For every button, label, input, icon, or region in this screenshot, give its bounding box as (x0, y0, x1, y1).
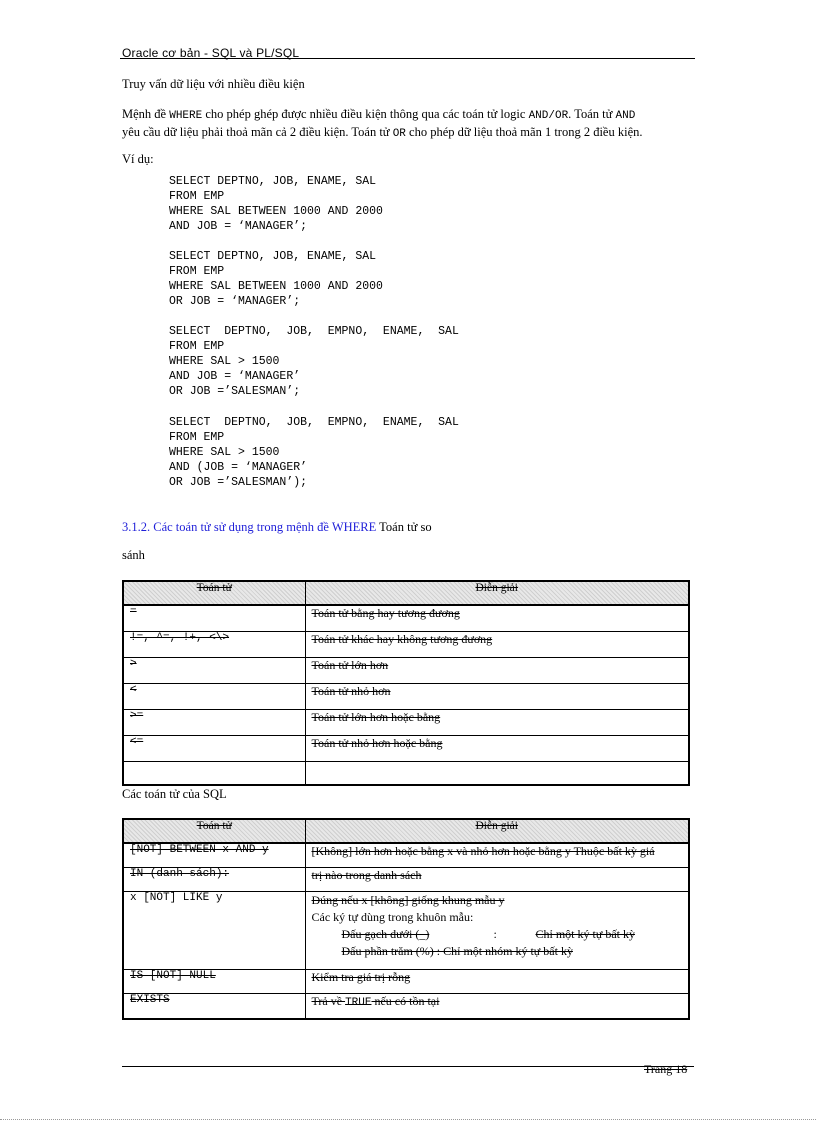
description-cell: Toán tử nhỏ hơn (305, 683, 689, 709)
section-heading (122, 520, 432, 535)
colon: : (493, 926, 497, 941)
description-cell: Toán tử nhỏ hơn hoặc bằng (305, 735, 689, 761)
description-cell (305, 993, 689, 1019)
header-divider (120, 58, 695, 59)
operator-cell: x [NOT] LIKE y (123, 891, 305, 969)
operator-cell: >= (123, 709, 305, 735)
section-heading-continued: sánh (122, 548, 145, 562)
page-edge-dotted-line (0, 1119, 816, 1120)
description-cell (305, 761, 689, 785)
paragraph-line-1 (122, 106, 712, 124)
table-row (123, 683, 689, 709)
table-row (123, 631, 689, 657)
comparison-operators-table (122, 580, 690, 786)
section-heading-rest: Toán tử so (376, 520, 432, 534)
description-cell: Kiểm tra giá trị rỗng (305, 969, 689, 993)
table-row (123, 657, 689, 683)
operator-cell: < (123, 683, 305, 709)
sql-operators-label: Các toán tử của SQL (122, 787, 227, 801)
table-row (123, 709, 689, 735)
text: Trả về (311, 993, 346, 1008)
description-cell: Toán tử khác hay không tương đương (305, 631, 689, 657)
operator-cell: > (123, 657, 305, 683)
underscore-label: Dấu gạch dưới (_) (341, 926, 430, 941)
keyword-and-or: AND/OR (528, 110, 569, 122)
table-header: Toán tử (123, 819, 305, 843)
table-header: Diễn giải (305, 581, 689, 605)
operator-cell (123, 761, 305, 785)
like-description: Đúng nếu x [không] giống khung mẫu y (311, 892, 505, 907)
table-header: Diễn giải (305, 819, 689, 843)
operator-cell: IN (danh sách): (123, 867, 305, 891)
page-number: Trang 18 (644, 1062, 688, 1076)
operator-cell: EXISTS (123, 993, 305, 1019)
subheading-multi-condition: Truy vấn dữ liệu với nhiều điều kiện (122, 77, 305, 91)
description-cell: Toán tử lớn hơn (305, 657, 689, 683)
pattern-chars-intro: Các ký tự dùng trong khuôn mẫu: (311, 909, 474, 924)
keyword-or: OR (392, 128, 406, 140)
pattern-underscore-line (312, 926, 683, 943)
text: yêu cầu dữ liệu phải thoả mãn cả 2 điều kiện. Toán tử (122, 125, 393, 139)
text: Mệnh đề (122, 107, 170, 121)
code-example-1: SELECT DEPTNO, JOB, ENAME, SAL FROM EMP WHERE SAL BETWEEN 1000 AND 2000 AND JOB = ‘MANAGER’; (169, 175, 383, 233)
table-row (123, 969, 689, 993)
table-row (123, 735, 689, 761)
page-header-title: Oracle cơ bản - SQL và PL/SQL (122, 46, 300, 60)
text: cho phép dữ liệu thoả mãn 1 trong 2 điều kiện. (405, 125, 643, 139)
sql-operators-table (122, 818, 690, 1020)
code-example-2: SELECT DEPTNO, JOB, ENAME, SAL FROM EMP WHERE SAL BETWEEN 1000 AND 2000 OR JOB = ‘MANAGER’; (169, 250, 383, 308)
description-cell: Toán tử lớn hơn hoặc bằng (305, 709, 689, 735)
description-cell: Toán tử bằng hay tương đương (305, 605, 689, 631)
keyword-true: TRUE (345, 996, 372, 1009)
example-label: Ví dụ: (122, 152, 154, 166)
operator-cell: <= (123, 735, 305, 761)
table-header: Toán tử (123, 581, 305, 605)
text: cho phép ghép được nhiều điều kiện thông qua các toán tử logic (202, 107, 529, 121)
operator-cell: IS [NOT] NULL (123, 969, 305, 993)
text: . Toán tử (568, 107, 616, 121)
description-cell: trị nào trong danh sách (305, 867, 689, 891)
table-row (123, 605, 689, 631)
pattern-percent-line: Dấu phần trăm (%) : Chỉ một nhóm ký tự bất kỳ (341, 943, 573, 958)
footer-divider (122, 1066, 694, 1067)
description-cell: [Không] lớn hơn hoặc bằng x và nhỏ hơn hoặc bằng y Thuộc bất kỳ giá (305, 843, 689, 867)
table-row (123, 891, 689, 969)
table-row (123, 867, 689, 891)
section-heading-link[interactable]: 3.1.2. Các toán tử sử dụng trong mệnh đề WHERE (122, 520, 377, 534)
keyword-and: AND (615, 110, 636, 122)
operator-cell: !=, ^=, !+, <\> (123, 631, 305, 657)
description-cell (305, 891, 689, 969)
table-row (123, 761, 689, 785)
table-row (123, 843, 689, 867)
operator-cell: [NOT] BETWEEN x AND y (123, 843, 305, 867)
keyword-where: WHERE (169, 110, 203, 122)
text: nếu có tồn tại (371, 993, 440, 1008)
table-row (123, 993, 689, 1019)
operator-cell: = (123, 605, 305, 631)
code-example-3: SELECT DEPTNO, JOB, EMPNO, ENAME, SAL FROM EMP WHERE SAL > 1500 AND JOB = ‘MANAGER’ OR JOB =’SALESMAN’; (169, 325, 459, 398)
underscore-meaning: Chỉ một ký tự bất kỳ (535, 926, 636, 941)
paragraph-line-2 (122, 124, 643, 142)
code-example-4: SELECT DEPTNO, JOB, EMPNO, ENAME, SAL FROM EMP WHERE SAL > 1500 AND (JOB = ‘MANAGER’ OR JOB =’SALESMAN’); (169, 416, 459, 489)
